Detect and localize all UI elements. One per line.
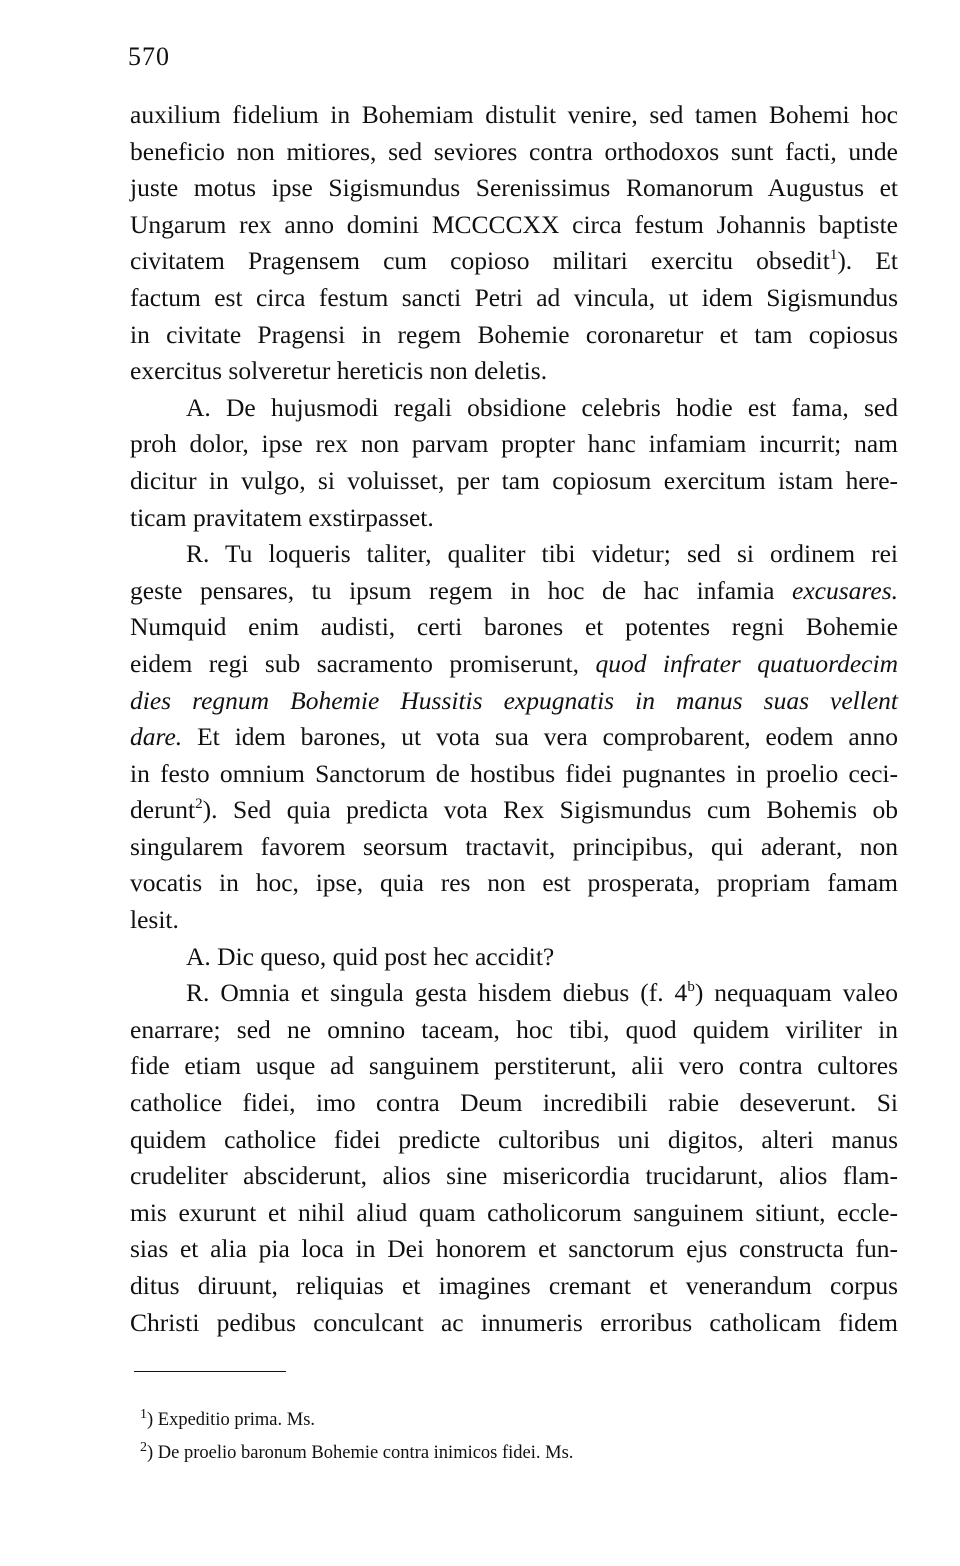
page-number: 570 <box>128 42 170 71</box>
text-line: factum est circa festum sancti Petri ad vincula, ut idem Sigismundus <box>130 282 898 312</box>
text-line: juste motus ipse Sigismundus Serenissimus Romanorum Augustus et <box>130 173 898 203</box>
footnote-1: $^1$) Expeditio prima. Ms. <box>140 1407 316 1430</box>
text-line: Ungarum rex anno domini MCCCCXX circa festum Johannis baptiste <box>130 209 898 239</box>
text-line: fide etiam usque ad sanguinem perstiterunt, alii vero contra cultores <box>130 1051 898 1081</box>
text-line: vocatis in hoc, ipse, quia res non est prosperata, propriam famam <box>130 868 898 898</box>
footnote-ref-1: 1 <box>829 247 838 264</box>
text-line: quidem catholice fidei predicte cultoribus uni digitos, alteri manus <box>130 1124 898 1154</box>
text-line: derunt$^2$). Sed quia predicta vota Rex Sigismundus cum Bohemis ob <box>130 795 898 825</box>
text-line: ditus diruunt, reliquias et imagines cremant et venerandum corpus <box>130 1271 898 1300</box>
text-line: geste pensares, tu ipsum regem in hoc de hac infamia excusares. <box>130 575 898 605</box>
text-line: dicitur in vulgo, si voluisset, per tam copiosum exercitum istam here- <box>130 465 898 495</box>
text-line: auxilium fidelium in Bohemiam distulit venire, sed tamen Bohemi hoc <box>130 100 898 129</box>
text-line: mis exurunt et nihil aliud quam catholicorum sanguinem sitiunt, eccle- <box>130 1197 898 1227</box>
text-line: eidem regi sub sacramento promiserunt, quod infrater quatuordecim <box>130 648 898 678</box>
text-line: crudeliter absciderunt, alios sine misericordia trucidarunt, alios flam- <box>130 1161 898 1191</box>
text-line: R. Omnia et singula gesta hisdem diebus (f. 4$^b$) nequaquam valeo <box>186 978 898 1008</box>
text-line: dies regnum Bohemie Hussitis expugnatis in manus suas vellent <box>130 685 898 715</box>
text-line: proh dolor, ipse rex non parvam propter hanc infamiam incurrit; nam <box>130 429 898 459</box>
footnote-divider <box>134 1371 286 1372</box>
text-line: dare. Et idem barones, ut vota sua vera comprobarent, eodem anno <box>130 722 898 752</box>
footnote-ref-2: 2 <box>195 796 203 813</box>
body-text <box>130 97 898 1341</box>
footnotes <box>140 1404 900 1470</box>
text-line: catholice fidei, imo contra Deum incredibili rabie deseverunt. Si <box>130 1088 898 1118</box>
text-line: exercitus solveretur hereticis non deletis. <box>130 356 548 386</box>
text-line: in festo omnium Sanctorum de hostibus fidei pugnantes in proelio ceci- <box>130 758 898 788</box>
folio-superscript: b <box>687 979 695 996</box>
text-line: R. Tu loqueris taliter, qualiter tibi videtur; sed si ordinem rei <box>186 539 898 569</box>
text-line: beneficio non mitiores, sed seviores contra orthodoxos sunt facti, unde <box>130 136 898 166</box>
text-line: civitatem Pragensem cum copioso militari exercitu obsedit$^1$). Et <box>130 246 899 276</box>
footnote-2: $^2$) De proelio baronum Bohemie contra inimicos fidei. Ms. <box>140 1440 574 1463</box>
text-line: in civitate Pragensi in regem Bohemie coronaretur et tam copiosus <box>130 319 898 349</box>
text-line: Christi pedibus conculcant ac innumeris erroribus catholicam fidem <box>130 1307 898 1337</box>
text-line: Numquid enim audisti, certi barones et potentes regni Bohemie <box>130 612 898 642</box>
text-line: ticam pravitatem exstirpasset. <box>130 502 434 532</box>
text-line: sias et alia pia loca in Dei honorem et sanctorum ejus constructa fun- <box>130 1234 898 1264</box>
text-line: A. De hujusmodi regali obsidione celebris hodie est fama, sed <box>186 392 898 422</box>
text-line: A. Dic queso, quid post hec accidit? <box>186 941 555 971</box>
text-line: lesit. <box>130 905 179 935</box>
text-line: singularem favorem seorsum tractavit, principibus, qui aderant, non <box>130 831 898 861</box>
text-line: enarrare; sed ne omnino taceam, hoc tibi, quod quidem viriliter in <box>130 1014 898 1044</box>
